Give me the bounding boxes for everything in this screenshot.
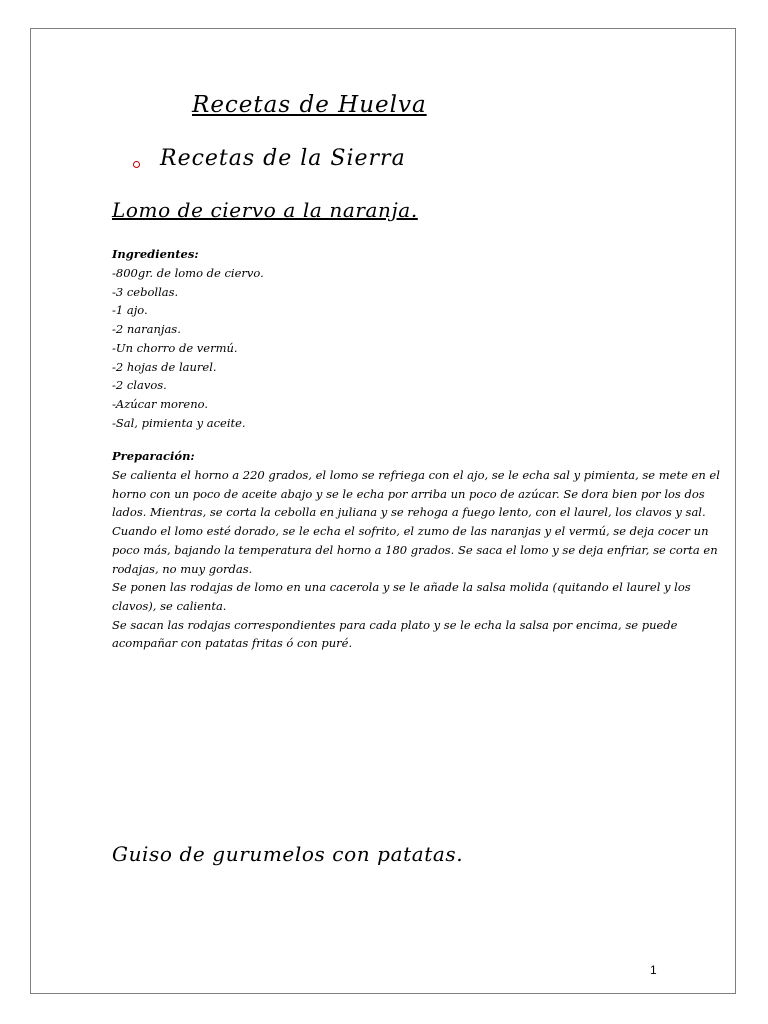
preparation-label: Preparación:	[112, 449, 195, 463]
preparation-line: clavos), se calienta.	[112, 598, 227, 613]
ingredient-item: -1 ajo.	[112, 303, 148, 318]
preparation-line: poco más, bajando la temperatura del horno a 180 grados. Se saca el lomo y se deja enfriar, se corta en	[112, 542, 718, 557]
preparation-line: lados. Mientras, se corta la cebolla en juliana y se rehoga a fuego lento, con el laurel, los clavos y sal.	[112, 505, 706, 520]
document-title: Recetas de Huelva	[192, 92, 427, 118]
ingredient-item: -Azúcar moreno.	[112, 396, 209, 411]
preparation-line: Se calienta el horno a 220 grados, el lomo se refriega con el ajo, se le echa sal y pimienta, se mete en el	[112, 468, 720, 482]
ingredient-item: -800gr. de lomo de ciervo.	[112, 266, 264, 280]
preparation-line: Se ponen las rodajas de lomo en una cacerola y se le añade la salsa molida (quitando el laurel y los	[112, 580, 691, 595]
preparation-line: Se sacan las rodajas correspondientes para cada plato y se le echa la salsa por encima, se puede	[112, 617, 678, 632]
recipe-title-gurumelos: Guiso de gurumelos con patatas.	[112, 842, 464, 866]
ingredient-item: -2 clavos.	[112, 378, 167, 393]
ingredient-item: -2 naranjas.	[112, 322, 181, 337]
ingredients-label: Ingredientes:	[112, 247, 199, 261]
ingredients-list	[112, 264, 264, 432]
preparation-line: rodajas, no muy gordas.	[112, 561, 253, 576]
recipe-title-lomo: Lomo de ciervo a la naranja.	[112, 198, 418, 222]
preparation-text	[112, 466, 720, 653]
preparation-line: Cuando el lomo esté dorado, se le echa el sofrito, el zumo de las naranjas y el vermú, se deja cocer un	[112, 524, 709, 539]
page-number: 1	[650, 963, 657, 977]
preparation-line: acompañar con patatas fritas ó con puré.	[112, 636, 353, 651]
ingredient-item: -3 cebollas.	[112, 284, 179, 299]
ingredient-item: -Un chorro de vermú.	[112, 340, 238, 355]
bullet-circle-icon	[133, 161, 140, 168]
ingredient-item: -Sal, pimienta y aceite.	[112, 415, 246, 430]
ingredient-item: -2 hojas de laurel.	[112, 359, 217, 374]
section-heading: Recetas de la Sierra	[160, 146, 406, 171]
preparation-line: horno con un poco de aceite abajo y se le echa por arriba un poco de azúcar. Se dora bien por los dos	[112, 486, 705, 501]
